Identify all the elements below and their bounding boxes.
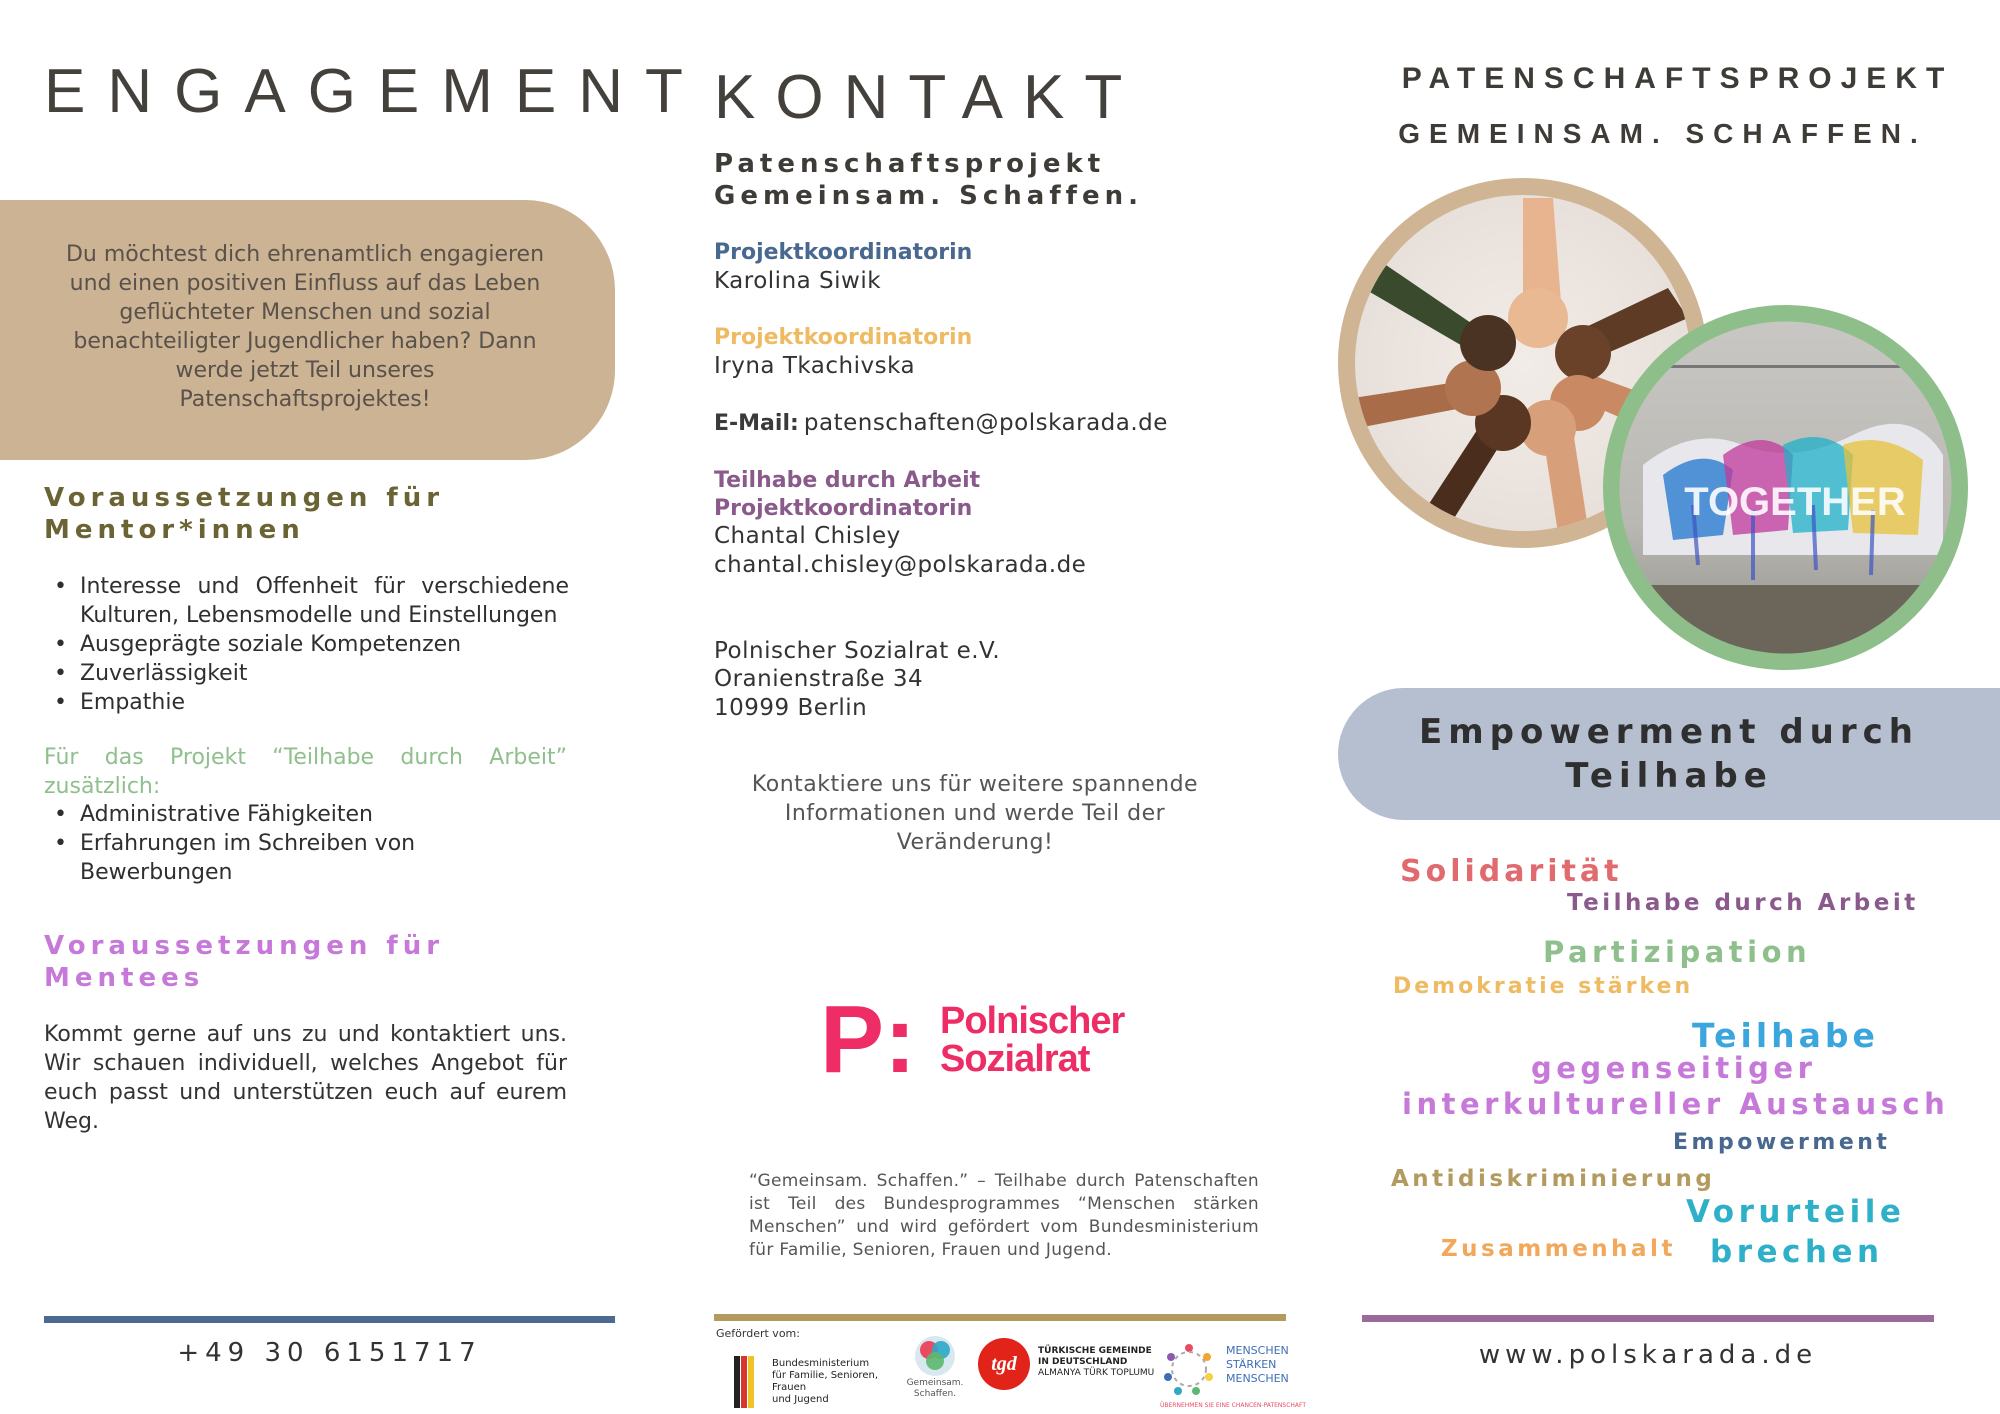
email-label: E-Mail: (714, 411, 799, 436)
address-line-3: 10999 Berlin (714, 695, 868, 721)
list-item: • Erfahrungen im Schreiben von Bewerbungen (44, 829, 569, 887)
email-row (714, 409, 1168, 438)
website-link[interactable]: www.polskarada.de (1478, 1340, 1818, 1370)
arbeit-label-2: Projektkoordinatorin (714, 496, 973, 521)
project-name-line-1: Patenschaftsprojekt (714, 149, 1106, 179)
gemeinsam-caption (905, 1378, 965, 1400)
logo-line-2: Sozialrat (940, 1038, 1090, 1080)
list-item: • Empathie (44, 688, 569, 717)
bmfsfj-line-1: Bundesministerium (772, 1358, 870, 1369)
bmfsfj-logo (734, 1352, 904, 1410)
tgd-line-1: TÜRKISCHE GEMEINDE (1038, 1346, 1152, 1356)
arbeit-requirements-list (44, 800, 569, 887)
word-partizipation: Partizipation (1543, 935, 1812, 969)
empowerment-banner-text (1338, 710, 2000, 798)
banner-line-2: Teilhabe (1565, 756, 1773, 796)
mentor-requirements-heading (44, 482, 444, 546)
list-item: • Administrative Fähigkeiten (44, 800, 569, 829)
footer-rule-middle (714, 1314, 1286, 1321)
arbeit-note: Für das Projekt “Teilhabe durch Arbeit” zusätzlich: (44, 745, 567, 799)
footer-rule-right (1362, 1315, 1934, 1322)
word-teilhabe-durch-arbeit: Teilhabe durch Arbeit (1567, 890, 1919, 916)
gemeinsam-line-1: Gemeinsam. (906, 1378, 964, 1388)
coordinator-2-name: Iryna Tkachivska (714, 353, 916, 379)
logo-mark: P: (820, 986, 916, 1093)
banner-line-1: Empowerment durch (1418, 712, 1920, 752)
arbeit-label-1: Teilhabe durch Arbeit (714, 468, 981, 493)
funding-text: “Gemeinsam. Schaffen.” – Teilhabe durch Patenschaften ist Teil des Bundesprogrammes “Menschen stärken Menschen” und wird gefördert vom Bundesministerium für Familie, Senioren, Frauen und Jugend. (749, 1171, 1259, 1260)
mentor-requirements-list (44, 572, 569, 717)
word-empowerment: Empowerment (1673, 1130, 1891, 1155)
arbeit-email-link[interactable]: chantal.chisley@polskarada.de (714, 552, 1087, 578)
mentor-heading-line-1: Voraussetzungen für (44, 483, 445, 513)
coordinator-2-label: Projektkoordinatorin (714, 325, 973, 350)
email-link[interactable]: patenschaften@polskarada.de (803, 410, 1168, 436)
msm-line-2: STÄRKEN (1226, 1358, 1277, 1371)
together-caption: TOGETHER (1684, 480, 1906, 524)
list-item: • Interesse und Offenheit für verschiedene Kulturen, Lebensmodelle und Einstellungen (44, 572, 569, 630)
gemeinsam-line-2: Schaffen. (913, 1389, 957, 1399)
msm-name (1226, 1344, 1289, 1386)
word-gegenseitiger: gegenseitiger (1531, 1051, 1817, 1085)
bmfsfj-line-2: für Familie, Senioren, Frauen (772, 1370, 878, 1393)
logo-wordmark (940, 1002, 1124, 1078)
word-interkultureller-austausch: interkultureller Austausch (1402, 1087, 1950, 1121)
word-zusammenhalt: Zusammenhalt (1441, 1236, 1676, 1262)
bmfsfj-line-3: und Jugend (772, 1394, 829, 1405)
tgd-name (1038, 1346, 1154, 1379)
tgd-logo-icon: tgd (978, 1338, 1030, 1390)
project-name (714, 148, 1143, 212)
address-line-1: Polnischer Sozialrat e.V. (714, 638, 1001, 664)
coordinator-1-label: Projektkoordinatorin (714, 240, 973, 265)
address-line-2: Oranienstraße 34 (714, 666, 924, 692)
together-graffiti-photo (1603, 305, 1968, 670)
msm-line-1: MENSCHEN (1226, 1344, 1289, 1357)
project-name-line-2: Gemeinsam. Schaffen. (714, 181, 1143, 211)
tgd-line-3: ALMANYA TÜRK TOPLUMU (1038, 1368, 1155, 1378)
mentor-heading-line-2: Mentor*innen (44, 515, 305, 545)
gemeinsam-circles-icon (913, 1334, 957, 1378)
funded-by-label: Gefördert vom: (716, 1327, 800, 1340)
arbeit-coordinator-name: Chantal Chisley (714, 523, 901, 549)
menschen-staerken-menschen-logo (1160, 1336, 1307, 1410)
flag-black-icon (734, 1356, 740, 1408)
word-solidaritaet: Solidarität (1400, 854, 1623, 889)
mentee-heading-line-1: Voraussetzungen für (44, 931, 445, 961)
mentee-heading-line-2: Mentees (44, 963, 205, 993)
word-demokratie-staerken: Demokratie stärken (1393, 974, 1694, 999)
mentee-requirements-heading (44, 930, 444, 994)
flag-gold-icon (748, 1356, 754, 1408)
people-circle-icon (1160, 1340, 1218, 1398)
word-brechen: brechen (1710, 1234, 1884, 1270)
flag-red-icon (741, 1356, 747, 1408)
project-title-line-1: PATENSCHAFTSPROJEKT (1401, 62, 1954, 95)
polnischer-sozialrat-logo (820, 986, 1125, 1093)
tgd-line-2: IN DEUTSCHLAND (1038, 1357, 1128, 1367)
project-title-line-2: GEMEINSAM. SCHAFFEN. (1398, 118, 1927, 149)
kontakt-title: KONTAKT (714, 63, 1143, 132)
bmfsfj-name (772, 1358, 904, 1406)
word-antidiskriminierung: Antidiskriminierung (1391, 1166, 1716, 1192)
intro-text: Du möchtest dich ehrenamtlich engagieren und einen positiven Einfluss auf das Leben geflüchteter Menschen und sozial benachteiligter Jugendlicher haben? Dann werde jetzt Teil unseres Patenschaftsprojektes! (65, 242, 545, 412)
phone-number[interactable]: +49 30 6151717 (177, 1338, 482, 1368)
mentee-text: Kommt gerne auf uns zu und kontaktiert uns. Wir schauen individuell, welches Angebot für euch passt und unterstützen euch auf eurem Weg. (44, 1022, 567, 1134)
list-item: • Zuverlässigkeit (44, 659, 569, 688)
msm-line-3: MENSCHEN (1226, 1372, 1289, 1385)
coordinator-1-name: Karolina Siwik (714, 268, 882, 294)
msm-tagline: ÜBERNEHMEN SIE EINE CHANCEN-PATENSCHAFT (1160, 1402, 1307, 1409)
footer-rule-left (44, 1316, 615, 1323)
logo-line-1: Polnischer (940, 1000, 1125, 1042)
contact-cta: Kontaktiere uns für weitere spannende Informationen und werde Teil der Veränderung! (751, 772, 1199, 855)
word-vorurteile: Vorurteile (1686, 1194, 1906, 1230)
engagement-title: ENGAGEMENT (44, 57, 705, 126)
word-teilhabe: Teilhabe (1692, 1016, 1879, 1055)
list-item: • Ausgeprägte soziale Kompetenzen (44, 630, 569, 659)
gemeinsam-schaffen-logo (905, 1334, 965, 1410)
